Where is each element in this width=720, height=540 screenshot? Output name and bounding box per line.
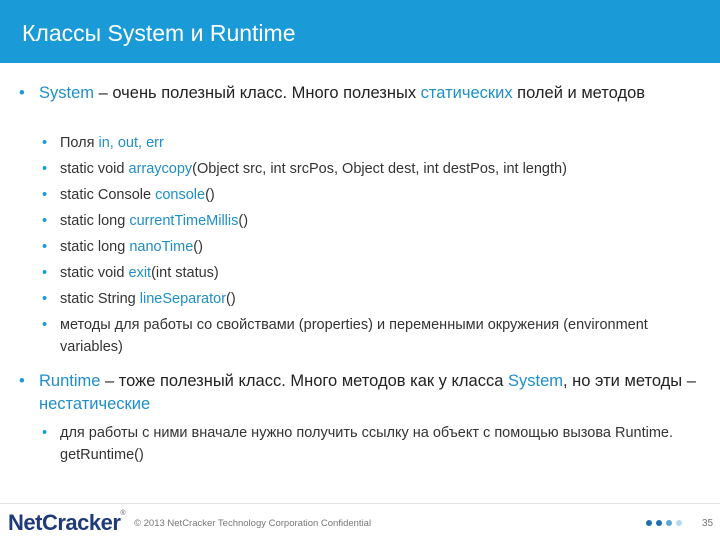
item-prefix: static String bbox=[60, 291, 140, 307]
list-item bbox=[42, 262, 692, 284]
list-item bbox=[42, 158, 692, 180]
item-highlight: exit bbox=[128, 265, 152, 281]
item-suffix: (int status) bbox=[151, 265, 219, 281]
netcracker-logo bbox=[8, 510, 125, 536]
logo-text: NetCracker bbox=[8, 510, 121, 535]
footer-divider bbox=[0, 503, 720, 504]
bullet-icon: • bbox=[42, 161, 48, 177]
item-highlight: currentTimeMillis bbox=[129, 213, 239, 229]
copyright-text: © 2013 NetCracker Technology Corporation Confidential bbox=[134, 518, 372, 529]
dot-icon bbox=[656, 520, 662, 526]
item-prefix: static void bbox=[60, 161, 129, 177]
runtime-description-rest: , но эти методы – bbox=[563, 372, 696, 390]
list-item bbox=[42, 210, 692, 232]
item-prefix: методы для работы со свойствами (properties) и переменными окружения (environment variables) bbox=[60, 317, 648, 355]
runtime-class-name: Runtime bbox=[39, 372, 101, 390]
list-item bbox=[42, 132, 692, 154]
dot-icon bbox=[646, 520, 652, 526]
bullet-icon: • bbox=[19, 84, 25, 102]
bullet-icon: • bbox=[19, 372, 25, 390]
bullet-icon: • bbox=[42, 317, 48, 333]
item-suffix: () bbox=[193, 239, 203, 255]
bullet-system bbox=[19, 82, 699, 105]
runtime-description: – тоже полезный класс. Много методов как у класса bbox=[100, 372, 508, 390]
bullet-icon: • bbox=[42, 239, 48, 255]
item-prefix: Поля bbox=[60, 135, 99, 151]
bullet-icon: • bbox=[42, 265, 48, 281]
item-text: для работы с ними вначале нужно получить ссылку на объект с помощью вызова Runtime. getRuntime() bbox=[60, 425, 673, 463]
title-bar bbox=[0, 0, 720, 63]
system-description: – очень полезный класс. Много полезных bbox=[94, 84, 421, 102]
bullet-runtime-text bbox=[39, 370, 699, 416]
item-highlight: console bbox=[155, 187, 206, 203]
slide-title: Классы System и Runtime bbox=[22, 20, 296, 46]
system-class-name: System bbox=[39, 84, 95, 102]
item-prefix: static long bbox=[60, 239, 130, 255]
list-item bbox=[42, 314, 692, 358]
list-item bbox=[42, 236, 692, 258]
bullet-system-text bbox=[39, 82, 699, 105]
bullet-icon: • bbox=[42, 425, 48, 441]
bullet-icon: • bbox=[42, 135, 48, 151]
item-highlight: lineSeparator bbox=[139, 291, 227, 307]
item-highlight: arraycopy bbox=[128, 161, 193, 177]
item-highlight: in, out, err bbox=[98, 135, 164, 151]
item-prefix: static void bbox=[60, 265, 129, 281]
logo-registered-mark: ® bbox=[120, 510, 126, 517]
item-prefix: static long bbox=[60, 213, 130, 229]
system-reference: System bbox=[508, 372, 564, 390]
item-highlight: nanoTime bbox=[129, 239, 194, 255]
item-suffix: () bbox=[226, 291, 236, 307]
item-suffix: () bbox=[238, 213, 249, 229]
list-item bbox=[42, 422, 692, 466]
nonstatic-word: нестатические bbox=[39, 395, 151, 413]
dot-icon bbox=[666, 520, 672, 526]
static-word: статических bbox=[420, 84, 513, 102]
bullet-icon: • bbox=[42, 291, 48, 307]
list-item bbox=[42, 184, 692, 206]
bullet-runtime bbox=[19, 370, 699, 416]
item-suffix: (Object src, int srcPos, Object dest, int destPos, int length) bbox=[192, 161, 567, 177]
bullet-icon: • bbox=[42, 187, 48, 203]
list-item bbox=[42, 288, 692, 310]
item-suffix: () bbox=[205, 187, 215, 203]
page-number: 35 bbox=[702, 518, 714, 529]
system-description-rest: полей и методов bbox=[512, 84, 646, 102]
bullet-icon: • bbox=[42, 213, 48, 229]
item-prefix: static Console bbox=[60, 187, 156, 203]
dot-icon bbox=[676, 520, 682, 526]
